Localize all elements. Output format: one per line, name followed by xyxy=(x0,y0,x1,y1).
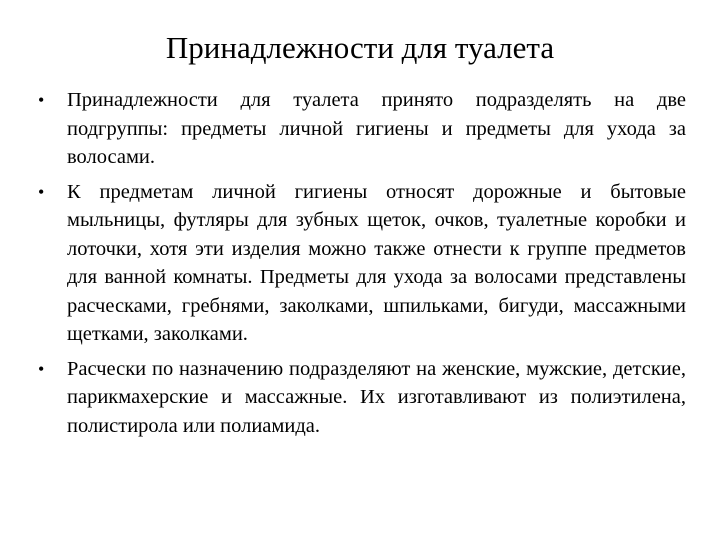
bullet-text: К предметам личной гигиены относят дорожные и бытовые мыльницы, футляры для зубных щеток, очков, туалетные коробки и лоточки, хотя эти изделия можно также отнести к группе предметов для ванной комнаты. Предметы для ухода за волосами представлены расческами, гребнями, заколками, шпильками, бигуди, массажными щетками, заколками. xyxy=(67,180,686,345)
bullet-item xyxy=(38,178,686,349)
bullet-text: Расчески по назначению подразделяют на женские, мужские, детские, парикмахерские и массажные. Их изготавливают из полиэтилена, полистирола или полиамида. xyxy=(67,357,686,437)
slide-title: Принадлежности для туалета xyxy=(165,30,555,65)
bullet-text: Принадлежности для туалета принято подразделять на две подгруппы: предметы личной гигиены и предметы для ухода за волосами. xyxy=(67,89,686,168)
bullet-item xyxy=(38,355,686,441)
bullet-icon: • xyxy=(38,181,45,202)
bullet-list xyxy=(38,86,686,446)
bullet-item xyxy=(38,86,686,172)
bullet-icon: • xyxy=(38,358,45,379)
bullet-icon: • xyxy=(38,90,45,110)
